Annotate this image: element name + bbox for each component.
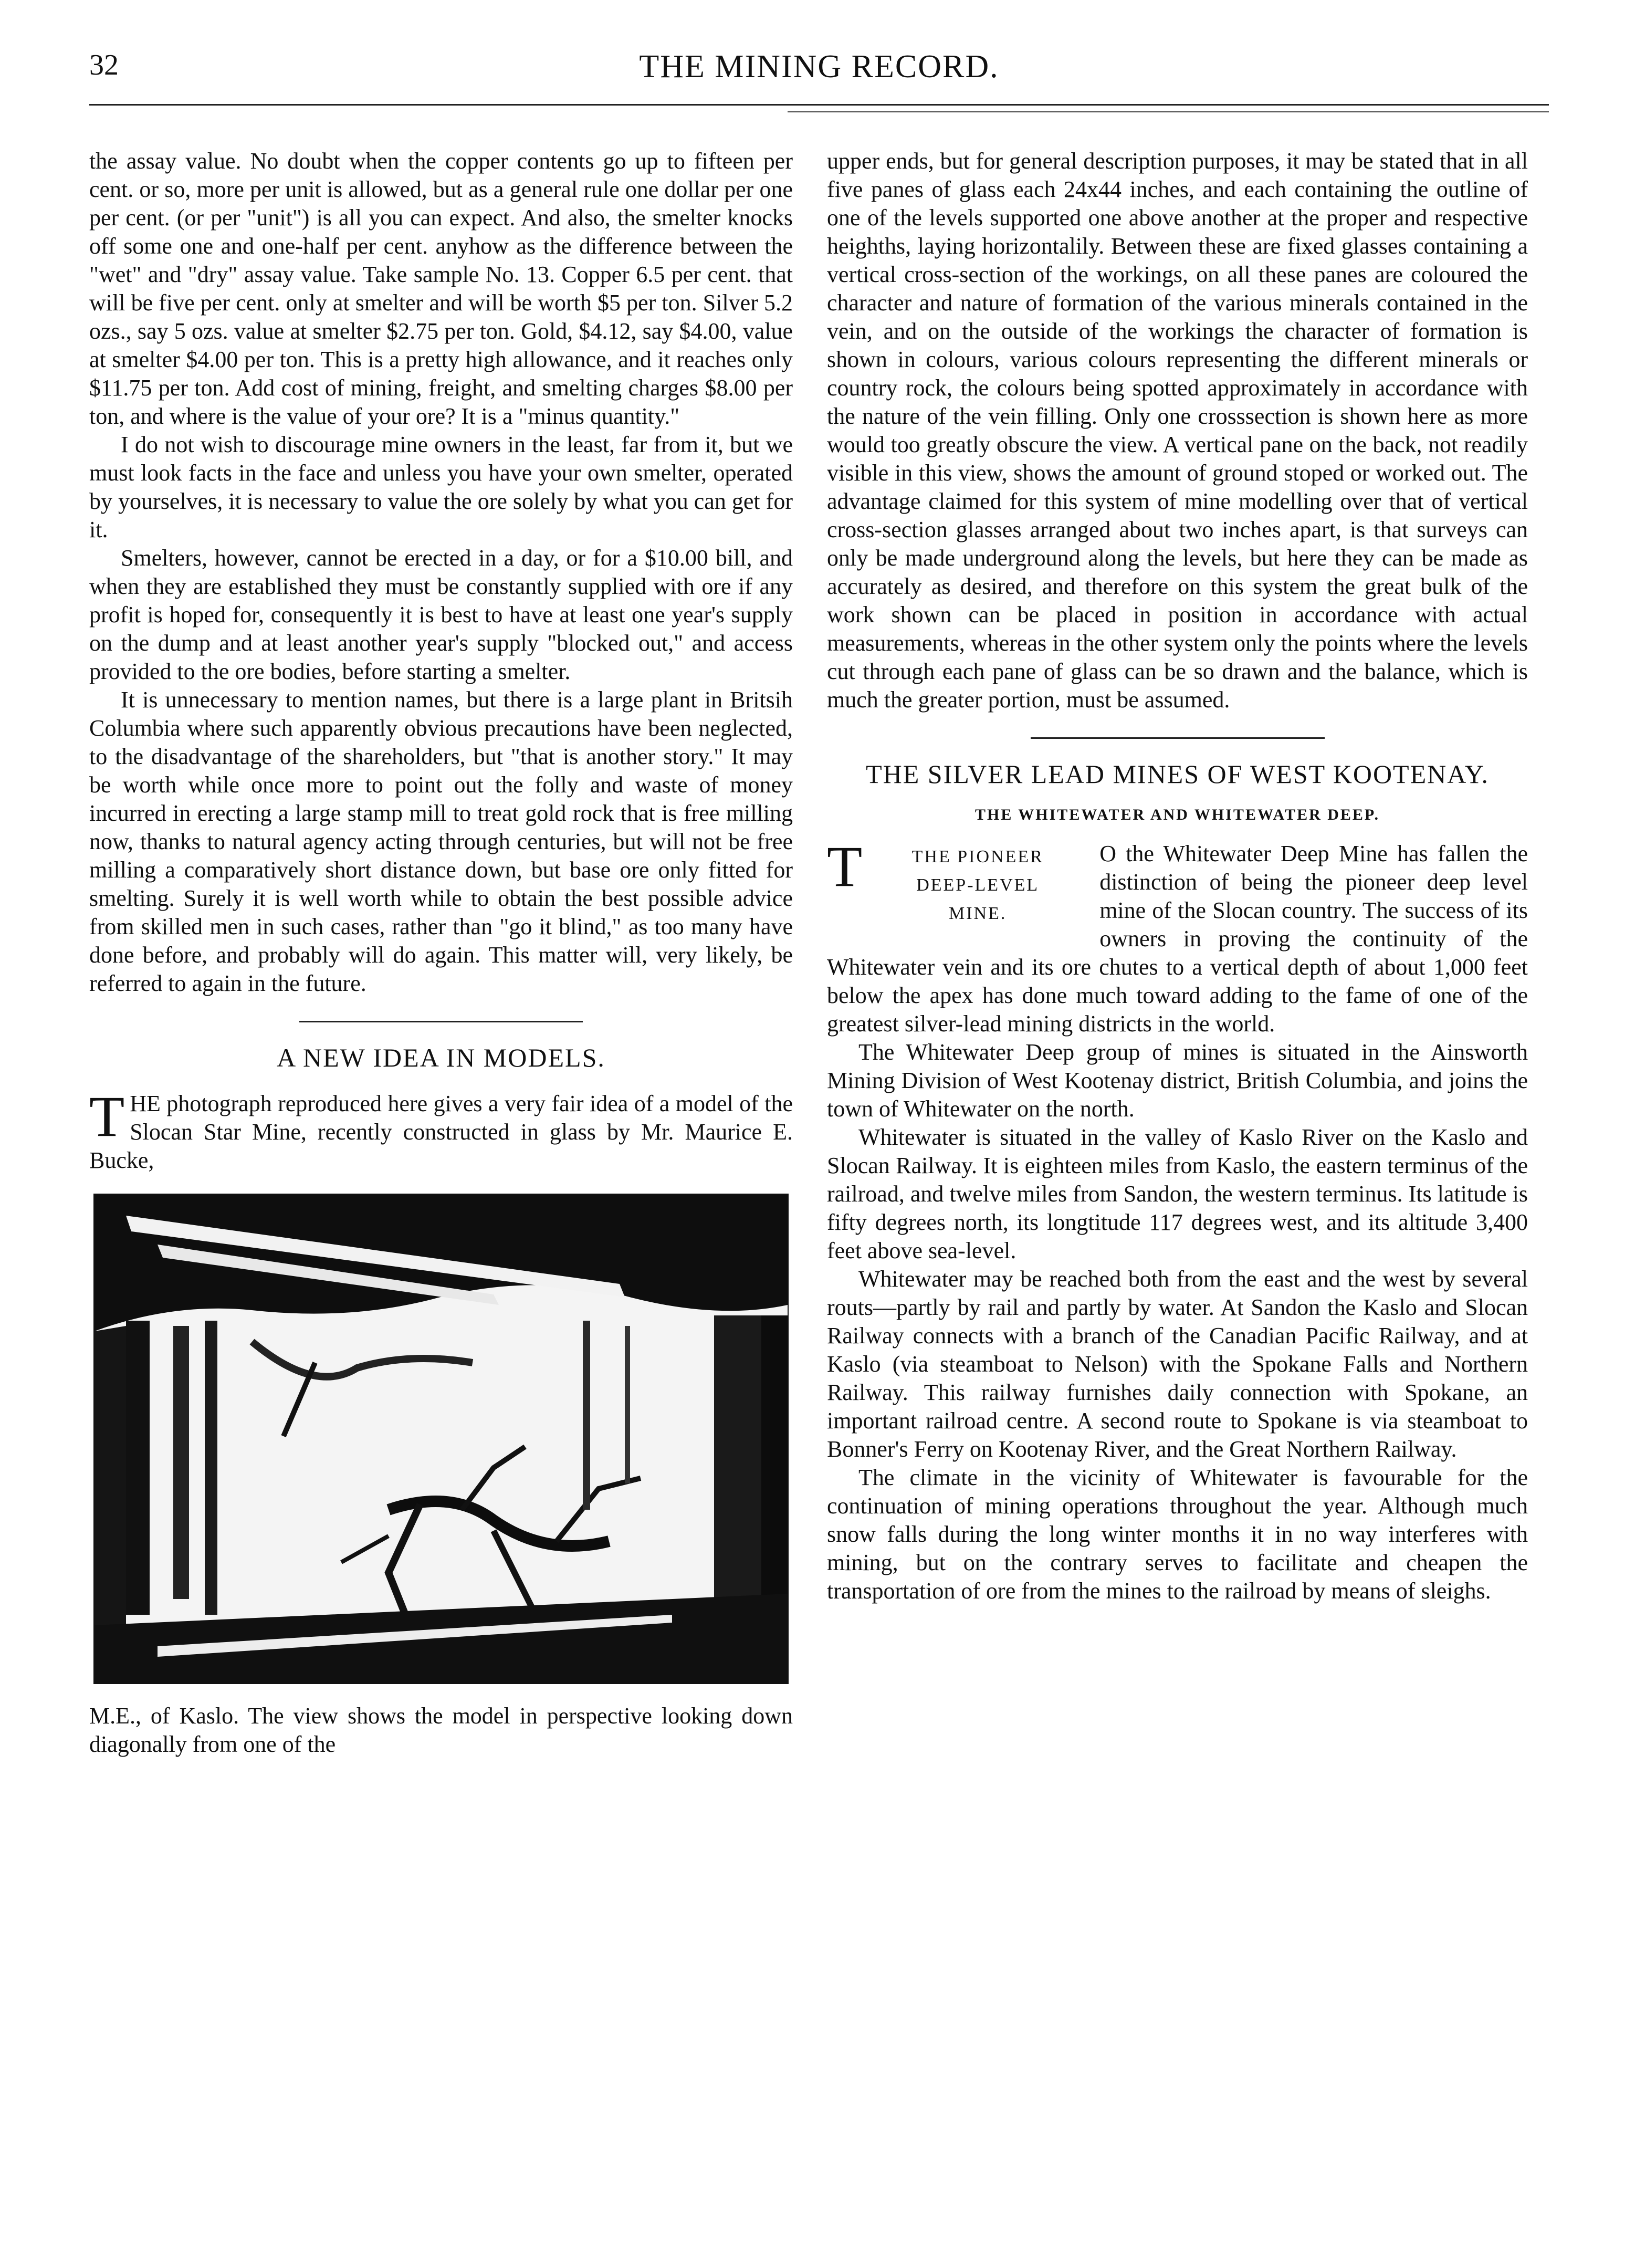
page-number: 32 [89,49,119,81]
right-paragraph-2 [827,834,1528,1038]
right-paragraph-4: Whitewater is situated in the valley of Kaslo River on the Kaslo and Slocan Railway. It is eighteen miles from Kaslo, the eastern terminus of the railroad, and twelve miles from Sandon, the western terminus. Its latitude is fifty degrees north, its longtitude 117 degrees west, and its altitude 3,400 feet above sea-level. [827,1124,1528,1263]
left-paragraph-3: Smelters, however, cannot be erected in a day, or for a $10.00 bill, and when they are established they must be constantly supplied with ore if any profit is hoped for, consequently it is best to have at least one year's supply on the dump and at least another year's supply "blocked out," and access provided to the ore bodies, before starting a smelter. [89,545,793,684]
left-paragraph-6: M.E., of Kaslo. The view shows the model in perspective looking down diagonally from one of the [89,1703,793,1757]
drop-cap: T [827,834,863,898]
section-divider [1031,737,1325,739]
right-paragraph-6: The climate in the vicinity of Whitewater is favourable for the continuation of mining operations throughout the year. Although much snow falls during the long winter months it in no way interferes with mining, but on the contrary serves to facilitate and cheapen the transportation of ore from the mines to the railroad by means of sleighs. [827,1465,1528,1604]
margin-note-line: MINE. [949,904,1007,923]
right-paragraph-1: upper ends, but for general description purposes, it may be stated that in all five panes of glass each 24x44 inches, and each containing the outline of one of the levels supported one above another at the proper and respective heighths, laying horizontalily. Between these are fixed glasses containing a vertical cross-section of the workings, on all these panes are coloured the character and nature of formation of the various minerals contained in the vein, and on the outside of the workings the character of formation is shown in colours, various colours representing the different minerals or country rock, the colours being spotted approximately in accordance with the nature of the vein filling. Only one crosssection is shown here as more would too greatly obscure the view. A vertical pane on the back, not readily visible in this view, shows the amount of ground stoped or worked out. The advantage claimed for this system of mine modelling over that of vertical cross-section glasses arranged about two inches apart, is that surveys can only be made underground along the levels, but here they can be made as accurately as desired, and therefore on this system the great bulk of the work shown can be placed in position in accordance with actual measurements, whereas in the other system only the points where the levels cut through each pane of glass can be so drawn and the balance, which is much the greater portion, must be assumed. [827,148,1528,713]
journal-title: THE MINING RECORD. [639,49,999,85]
right-column [827,147,1528,1605]
left-paragraph-1: the assay value. No doubt when the copper contents go up to fifteen per cent. or so, more per unit is allowed, but as a general rule one dollar per one per cent. (or per "unit") is all you can expect. And also, the smelter knocks off some one and one-half per cent. anyhow as the difference between the "wet" and "dry" assay value. Take sample No. 13. Copper 6.5 per cent. that will be five per cent. only at smelter and will be worth $5 per ton. Silver 5.2 ozs., say 5 ozs. value at smelter $2.75 per ton. Gold, $4.12, say $4.00, value at smelter $4.00 per ton. This is a pretty high allowance, and it reaches only $11.75 per ton. Add cost of mining, freight, and smelting charges $8.00 per ton, and where is the value of your ore? It is a "minus quantity." [89,148,793,429]
photo-illustration [95,1195,788,1683]
right-paragraph-3: The Whitewater Deep group of mines is situated in the Ainsworth Mining Division of West Kootenay district, British Columbia, and joins the town of Whitewater on the north. [827,1039,1528,1122]
right-paragraph-5: Whitewater may be reached both from the east and the west by several routs—partly by rail and partly by water. At Sandon the Kaslo and Slocan Railway connects with a branch of the Canadian Pacific Railway, and at Kaslo (via steamboat to Nelson) with the Spokane Falls and Northern Railway. This railway furnishes daily connection with Spokane, an important railroad centre. A second route to Spokane is via steamboat to Bonner's Ferry on Kootenay River, and the Great Northern Railway. [827,1266,1528,1462]
section-divider [299,1021,583,1022]
header-rule-secondary [788,111,1549,112]
left-column [89,147,793,1759]
left-paragraph-5-text: HE photograph reproduced here gives a very fair idea of a model of the Slocan Star Mine, recently constructed in glass by Mr. Maurice E. Bucke, [89,1091,793,1173]
right-paragraph-2-text: O the Whitewater Deep Mine has fallen the distinction of being the pioneer deep level mine of the Slocan country. The success of its owners in proving the continuity of the Whitewater vein and its ore chutes to a vertical depth of about 1,000 feet below the apex has done much toward adding to the fame of one of the greatest silver-lead mining districts in the world. [827,841,1528,1037]
margin-note-line: THE PIONEER [911,847,1044,866]
left-paragraph-2: I do not wish to discourage mine owners in the least, far from it, but we must look facts in the face and unless you have your own smelter, operated by yourselves, it is necessary to value the ore solely by what you can get for it. [89,432,793,542]
margin-note-line: DEEP-LEVEL [916,875,1040,895]
margin-note [867,843,1088,928]
drop-cap: T [89,1084,125,1148]
section-title-kootenay: THE SILVER LEAD MINES OF WEST KOOTENAY. [866,759,1489,789]
section-title-models: A NEW IDEA IN MODELS. [277,1043,605,1072]
section-subtitle: THE WHITEWATER AND WHITEWATER DEEP. [974,806,1380,823]
mine-model-photograph [93,1194,789,1684]
page-header [89,48,1549,90]
header-rule [89,104,1549,106]
left-paragraph-4: It is unnecessary to mention names, but there is a large plant in Britsih Columbia where such apparently obvious precautions have been neglected, to the disadvantage of the shareholders, but "that is another story." It may be worth while once more to point out the folly and waste of money incurred in erecting a large stamp mill to treat gold rock that is free milling now, thanks to natural agency acting through centuries, but will not be free milling a comparatively short distance down, but base ore only fitted for smelting. Surely it is well worth while to obtain the best possible advice from skilled men in such cases, rather than "go it blind," as too many have done before, and probably will do again. This matter will, very likely, be referred to again in the future. [89,687,793,996]
left-paragraph-5 [89,1084,793,1175]
